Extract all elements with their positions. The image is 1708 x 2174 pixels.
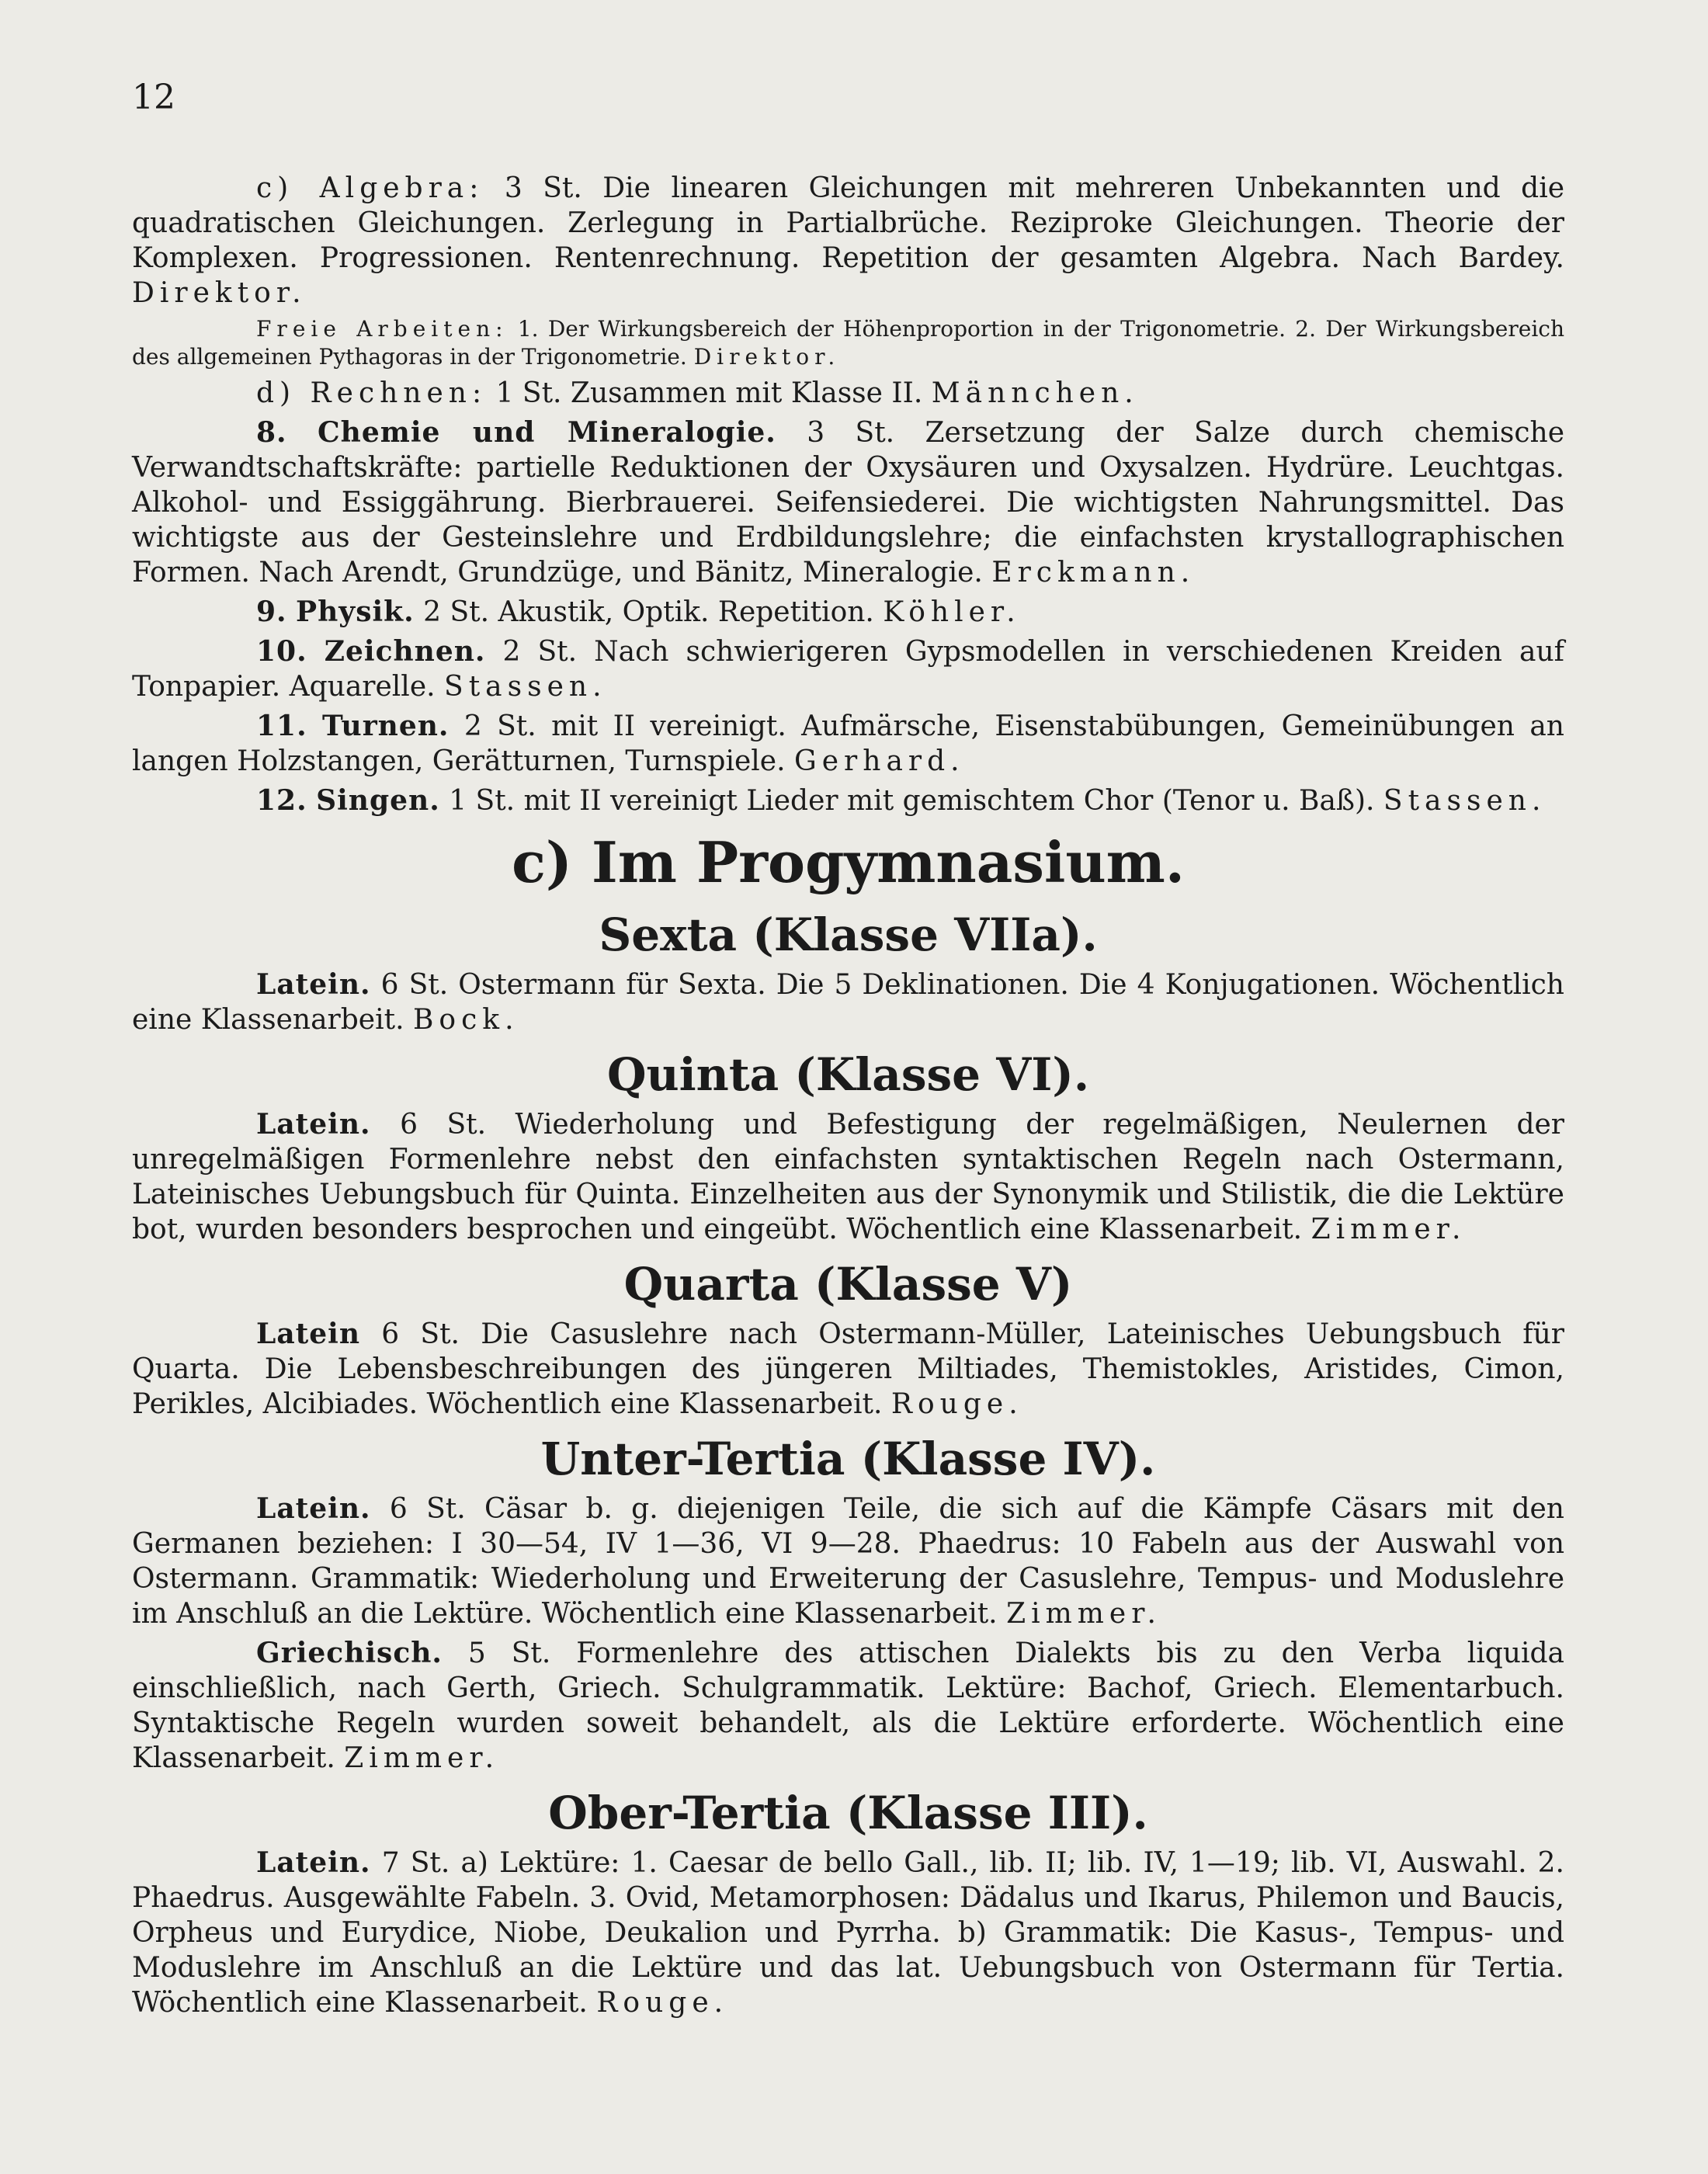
singen-paragraph bbox=[132, 783, 1564, 818]
singen-number: 12. bbox=[256, 784, 307, 817]
turnen-text: 2 St. mit II vereinigt. Aufmärsche, Eisenstabübungen, Gemeinübungen an langen Holzstangen, Gerätturnen, Turnspiele. bbox=[132, 710, 1564, 777]
untertertia-griechisch-paragraph bbox=[132, 1636, 1564, 1776]
rechnen-teacher: Männchen. bbox=[931, 377, 1139, 409]
singen-subject: Singen. bbox=[316, 784, 440, 817]
chemie-paragraph bbox=[132, 415, 1564, 590]
quarta-paragraph bbox=[132, 1317, 1564, 1422]
sexta-subject: Latein. bbox=[256, 968, 371, 1001]
quinta-heading: Quinta (Klasse VI). bbox=[606, 1048, 1090, 1101]
freie-arbeiten-text: 1. Der Wirkungsbereich der Höhenproportion in der Trigonometrie. 2. Der Wirkungsbereich des allgemeinen Pythagoras in der Trigonometrie. bbox=[132, 316, 1565, 370]
quarta-teacher: Rouge. bbox=[890, 1388, 1023, 1420]
quarta-heading: Quarta (Klasse V) bbox=[623, 1258, 1073, 1311]
obertertia-teacher: Rouge. bbox=[596, 1987, 729, 2019]
algebra-text: 3 St. Die linearen Gleichungen mit mehreren Unbekannten und die quadratischen Gleichungen. Zerlegung in Partialbrüche. Reziproke Gleichungen. Theorie der Komplexen. Progressionen. Rentenrechnung. Repetition der gesamten Algebra. Nach Bardey. bbox=[132, 172, 1565, 274]
freie-arbeiten-paragraph bbox=[132, 315, 1564, 371]
untertertia-griechisch-text: 5 St. Formenlehre des attischen Dialekts bis zu den Verba liquida einschließlich, nach Gerth, Griech. Schulgrammatik. Lektüre: Bachof, Griech. Elementarbuch. Syntaktische Regeln wurden soweit behandelt, als die Lektüre erforderte. Wöchentlich eine Klassenarbeit. bbox=[132, 1637, 1565, 1774]
physik-number: 9. bbox=[256, 596, 287, 628]
quarta-text: 6 St. Die Casuslehre nach Ostermann-Müller, Lateinisches Uebungsbuch für Quarta. Die Lebensbeschreibungen des jüngeren Miltiades, Themistokles, Aristides, Cimon, Perikles, Alcibiades. Wöchentlich eine Klassenarbeit. bbox=[132, 1318, 1565, 1420]
untertertia-latein-paragraph bbox=[132, 1492, 1564, 1631]
rechnen-label: d) Rechnen: bbox=[256, 377, 488, 409]
algebra-paragraph bbox=[132, 171, 1564, 311]
untertertia-latein-teacher: Zimmer. bbox=[1006, 1598, 1161, 1630]
quinta-paragraph bbox=[132, 1107, 1564, 1247]
physik-paragraph bbox=[132, 595, 1564, 630]
zeichnen-paragraph bbox=[132, 634, 1564, 704]
freie-arbeiten-teacher: Direktor. bbox=[693, 344, 841, 370]
zeichnen-text: 2 St. Nach schwierigeren Gypsmodellen in verschiedenen Kreiden auf Tonpapier. Aquarelle. bbox=[132, 636, 1565, 703]
physik-text: 2 St. Akustik, Optik. Repetition. bbox=[423, 596, 874, 628]
freie-arbeiten-label: Freie Arbeiten: bbox=[256, 316, 509, 342]
untertertia-griechisch-teacher: Zimmer. bbox=[344, 1742, 500, 1774]
zeichnen-subject: Zeichnen. bbox=[324, 635, 486, 668]
physik-teacher: Köhler. bbox=[883, 596, 1021, 628]
page-content bbox=[132, 171, 1564, 2025]
turnen-subject: Turnen. bbox=[322, 710, 450, 742]
sexta-paragraph bbox=[132, 967, 1564, 1037]
quinta-text: 6 St. Wiederholung und Befestigung der regelmäßigen, Neulernen der unregelmäßigen Formenlehre nebst den einfachsten syntaktischen Regeln nach Ostermann, Lateinisches Uebungsbuch für Quinta. Einzelheiten aus der Synonymik und Stilistik, die die Lektüre bot, wurden besonders besprochen und eingeübt. Wöchentlich eine Klassenarbeit. bbox=[132, 1109, 1565, 1245]
obertertia-subject: Latein. bbox=[256, 1846, 371, 1879]
chemie-teacher: Erckmann. bbox=[991, 557, 1196, 589]
untertertia-latein-text: 6 St. Cäsar b. g. diejenigen Teile, die sich auf die Kämpfe Cäsars mit den Germanen beziehen: I 30—54, IV 1—36, VI 9—28. Phaedrus: 10 Fabeln aus der Auswahl von Ostermann. Grammatik: Wiederholung und Erweiterung der Casuslehre, Tempus- und Moduslehre im Anschluß an die Lektüre. Wöchentlich eine Klassenarbeit. bbox=[132, 1493, 1564, 1630]
quinta-subject: Latein. bbox=[256, 1108, 371, 1141]
quinta-teacher: Zimmer. bbox=[1311, 1214, 1467, 1245]
section-title: c) Im Progymnasium. bbox=[512, 829, 1185, 895]
singen-text: 1 St. mit II vereinigt Lieder mit gemischtem Chor (Tenor u. Baß). bbox=[449, 785, 1375, 817]
physik-subject: Physik. bbox=[296, 596, 415, 628]
sexta-text: 6 St. Ostermann für Sexta. Die 5 Deklinationen. Die 4 Konjugationen. Wöchentlich eine Klassenarbeit. bbox=[132, 969, 1564, 1036]
algebra-teacher: Direktor. bbox=[132, 277, 307, 309]
turnen-teacher: Gerhard. bbox=[793, 745, 965, 777]
quarta-subject: Latein bbox=[256, 1318, 361, 1350]
obertertia-text: 7 St. a) Lektüre: 1. Caesar de bello Gall., lib. II; lib. IV, 1—19; lib. VI, Auswahl. 2. Phaedrus. Ausgewählte Fabeln. 3. Ovid, Metamorphosen: Dädalus und Ikarus, Philemon und Baucis, Orpheus und Eurydice, Niobe, Deukalion und Pyrrha. b) Grammatik: Die Kasus-, Tempus- und Moduslehre im Anschluß an die Lektüre und das lat. Uebungsbuch von Ostermann für Tertia. Wöchentlich eine Klassenarbeit. bbox=[132, 1847, 1564, 2019]
zeichnen-teacher: Stassen. bbox=[444, 671, 607, 703]
page-number: 12 bbox=[132, 78, 175, 117]
algebra-label: c) Algebra: bbox=[256, 172, 484, 204]
rechnen-paragraph bbox=[132, 376, 1564, 411]
obertertia-heading: Ober-Tertia (Klasse III). bbox=[548, 1787, 1148, 1839]
chemie-subject: Chemie und Mineralogie. bbox=[318, 416, 776, 449]
obertertia-paragraph bbox=[132, 1846, 1564, 2020]
zeichnen-number: 10. bbox=[256, 635, 307, 668]
sexta-teacher: Bock. bbox=[412, 1004, 519, 1036]
untertertia-latein-subject: Latein. bbox=[256, 1492, 371, 1525]
sexta-heading: Sexta (Klasse VIIa). bbox=[599, 908, 1098, 961]
rechnen-text: 1 St. Zusammen mit Klasse II. bbox=[495, 377, 923, 409]
chemie-text: 3 St. Zersetzung der Salze durch chemische Verwandtschaftskräfte: partielle Reduktionen der Oxysäuren und Oxysalzen. Hydrüre. Leuchtgas. Alkohol- und Essiggährung. Bierbrauerei. Seifensiederei. Die wichtigsten Nahrungsmittel. Das wichtigste aus der Gesteinslehre und Erdbildungslehre; die einfachsten krystallographischen Formen. Nach Arendt, Grundzüge, und Bänitz, Mineralogie. bbox=[132, 417, 1565, 589]
singen-teacher: Stassen. bbox=[1383, 785, 1547, 817]
chemie-number: 8. bbox=[256, 416, 287, 449]
turnen-number: 11. bbox=[256, 710, 307, 742]
turnen-paragraph bbox=[132, 709, 1564, 779]
untertertia-heading: Unter-Tertia (Klasse IV). bbox=[540, 1433, 1156, 1485]
untertertia-griechisch-subject: Griechisch. bbox=[256, 1637, 443, 1669]
